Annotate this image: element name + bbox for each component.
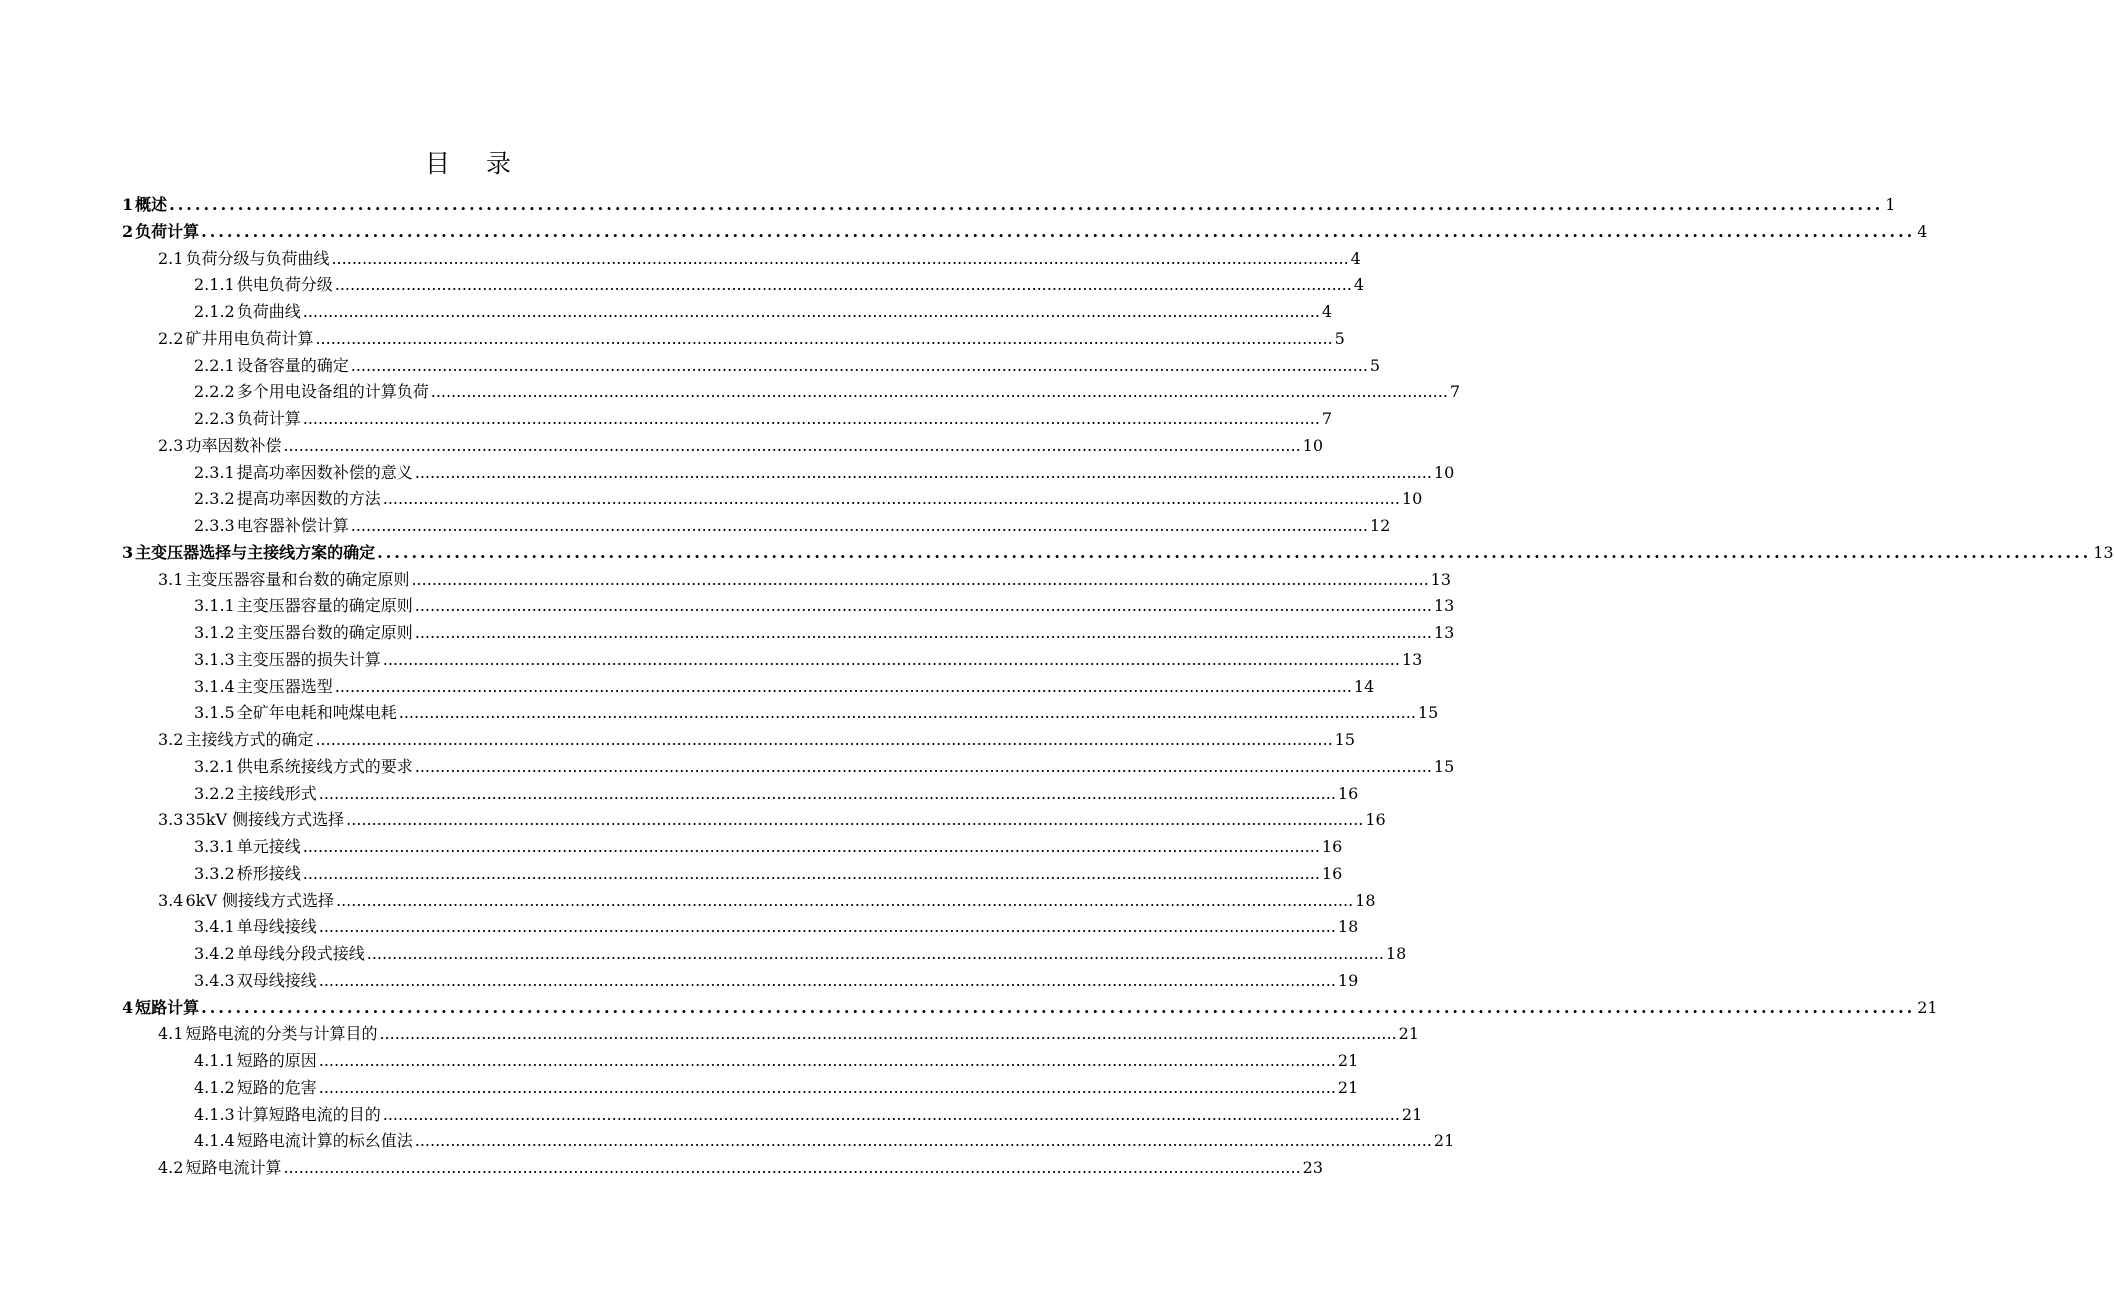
toc-entry-title: 短路的原因: [236, 1051, 317, 1070]
toc-entry-number: 3.4.1: [194, 917, 235, 937]
toc-page-number: 21: [1401, 1104, 1423, 1124]
toc-entry-number: 4: [122, 997, 134, 1017]
toc-entry-title: 供电负荷分级: [236, 275, 333, 295]
toc-entry[interactable]: [122, 433, 1324, 460]
toc-entry-title: 提高功率因数的方法: [236, 489, 381, 509]
toc-entry-title: 电容器补偿计算: [236, 516, 349, 535]
toc-entry[interactable]: [122, 593, 1455, 620]
toc-entry-number: 3.3.2: [194, 863, 235, 883]
toc-entry-title: 全矿年电耗和吨煤电耗: [236, 703, 397, 723]
toc-entry-title: 主变压器选择与主接线方案的确定: [135, 542, 376, 562]
toc-page-number: 13: [1430, 569, 1452, 589]
toc-entry-title: 单元接线: [236, 837, 301, 856]
toc-dot-leader: ........................................................................................................................................................................................................: [414, 1131, 1432, 1151]
toc-entry-number: 4.1: [158, 1024, 184, 1044]
toc-entry-title: 主变压器容量和台数的确定原则: [185, 569, 410, 589]
toc-dot-leader: ........................................................................................................................................................................................................: [414, 756, 1432, 776]
toc-page-number: 16: [1321, 837, 1343, 856]
toc-dot-leader: ........................................................................................................................................................................................................: [414, 596, 1432, 616]
toc-dot-leader: ........................................................................................................................................................................................................: [411, 569, 1429, 589]
toc-dot-leader: ........................................................................................................................................................................................................: [302, 302, 1320, 321]
toc-entry-number: 3.2.2: [194, 783, 235, 803]
toc-dot-leader: ........................................................................................................................................................................................................: [169, 195, 1884, 214]
toc-entry-number: 3.1.3: [194, 649, 235, 669]
toc-entry-title: 提高功率因数补偿的意义: [236, 462, 413, 482]
toc-entry-number: 2.1: [158, 248, 184, 268]
toc-entry-number: 3.2.1: [194, 756, 235, 776]
toc-dot-leader: ........................................................................................................................................................................................................: [318, 783, 1336, 803]
toc-entry-number: 4.1.3: [194, 1104, 235, 1124]
toc-page-number: 15: [1417, 703, 1439, 723]
toc-dot-leader: ........................................................................................................................................................................................................: [430, 382, 1448, 402]
toc-entry[interactable]: [122, 647, 1423, 674]
toc-entry-number: 3.1.1: [194, 596, 235, 616]
toc-dot-leader: ........................................................................................................................................................................................................: [331, 248, 1349, 268]
toc-page-number: 15: [1334, 730, 1356, 749]
toc-entry-title: 主接线方式的确定: [185, 730, 314, 749]
toc-dot-leader: ........................................................................................................................................................................................................: [315, 730, 1333, 749]
toc-entry-number: 2.3.1: [194, 462, 235, 482]
toc-entry-title: 负荷分级与负荷曲线: [185, 248, 330, 268]
toc-entry[interactable]: [122, 754, 1455, 781]
toc-dot-leader: ........................................................................................................................................................................................................: [382, 1104, 1400, 1124]
toc-entry[interactable]: [122, 1075, 1359, 1102]
table-of-contents: [122, 192, 2114, 1182]
toc-entry[interactable]: [122, 674, 1375, 701]
toc-entry[interactable]: [122, 567, 1452, 594]
toc-entry-number: 4.1.4: [194, 1131, 235, 1151]
toc-dot-leader: ........................................................................................................................................................................................................: [377, 542, 2092, 562]
toc-entry-number: 3.4: [158, 890, 184, 910]
toc-entry-number: 3.1.4: [194, 676, 235, 696]
toc-entry-number: 3.1.5: [194, 703, 235, 723]
toc-entry-number: 3.4.2: [194, 944, 235, 963]
toc-dot-leader: ........................................................................................................................................................................................................: [334, 275, 1352, 295]
toc-dot-leader: ........................................................................................................................................................................................................: [283, 1158, 1301, 1177]
toc-dot-leader: ........................................................................................................................................................................................................: [366, 944, 1384, 963]
toc-dot-leader: ........................................................................................................................................................................................................: [398, 703, 1416, 723]
toc-entry-title: 桥形接线: [236, 863, 301, 883]
toc-entry[interactable]: [122, 219, 1928, 246]
toc-entry-number: 2: [122, 221, 134, 241]
toc-entry[interactable]: [122, 914, 1359, 941]
toc-entry-title: 主变压器台数的确定原则: [236, 623, 413, 642]
toc-entry[interactable]: [122, 192, 1896, 219]
toc-page-number: 7: [1321, 409, 1333, 428]
toc-dot-leader: ........................................................................................................................................................................................................: [335, 890, 1354, 910]
toc-entry[interactable]: [122, 1021, 1420, 1048]
toc-page-number: 23: [1302, 1158, 1324, 1177]
toc-entry-number: 3.4.3: [194, 970, 235, 990]
toc-entry[interactable]: [122, 513, 1391, 540]
toc-entry[interactable]: [122, 781, 1359, 808]
toc-page-number: 21: [1337, 1051, 1359, 1070]
toc-entry-title: 双母线接线: [236, 970, 317, 990]
toc-page-number: 4: [1353, 275, 1365, 295]
toc-entry-number: 1: [122, 195, 134, 214]
toc-entry[interactable]: [122, 246, 1361, 273]
toc-entry[interactable]: [122, 353, 1381, 380]
toc-page-number: 16: [1321, 863, 1343, 883]
toc-dot-leader: ........................................................................................................................................................................................................: [382, 649, 1400, 669]
toc-page-number: 13: [2093, 542, 2114, 562]
toc-entry[interactable]: [122, 727, 1356, 754]
toc-entry[interactable]: [122, 299, 1333, 326]
toc-page-number: 13: [1433, 596, 1455, 616]
toc-entry[interactable]: [122, 1102, 1423, 1129]
toc-dot-leader: ........................................................................................................................................................................................................: [346, 810, 1364, 830]
toc-page-number: 10: [1302, 435, 1324, 455]
toc-entry[interactable]: [122, 1048, 1359, 1075]
toc-page-number: 21: [1337, 1077, 1359, 1097]
toc-entry-number: 4.1.2: [194, 1077, 235, 1097]
toc-page-number: 7: [1449, 382, 1461, 402]
toc-entry-number: 3.1.2: [194, 623, 235, 642]
toc-entry[interactable]: [122, 700, 1439, 727]
toc-page-number: 19: [1337, 970, 1359, 990]
toc-entry[interactable]: [122, 995, 1938, 1022]
toc-entry[interactable]: [122, 272, 1365, 299]
toc-entry-title: 概述: [135, 195, 168, 214]
toc-page-number: 21: [1398, 1024, 1420, 1044]
toc-entry-number: 4.1.1: [194, 1051, 235, 1070]
toc-dot-leader: ........................................................................................................................................................................................................: [283, 435, 1301, 455]
toc-entry[interactable]: [122, 888, 1376, 915]
toc-entry-title: 负荷曲线: [236, 302, 301, 321]
toc-entry-number: 3.3: [158, 810, 184, 830]
toc-entry[interactable]: [122, 406, 1333, 433]
toc-entry-number: 3: [122, 542, 134, 562]
toc-page-number: 13: [1401, 649, 1423, 669]
toc-page-number: 18: [1385, 944, 1407, 963]
toc-dot-leader: ........................................................................................................................................................................................................: [302, 863, 1320, 883]
toc-entry-title: 短路电流计算的标幺值法: [236, 1131, 413, 1151]
toc-entry[interactable]: [122, 540, 2114, 567]
toc-entry-number: 4.2: [158, 1158, 184, 1177]
toc-dot-leader: ........................................................................................................................................................................................................: [318, 970, 1336, 990]
toc-entry-number: 2.3.2: [194, 489, 235, 509]
toc-entry-number: 2.3.3: [194, 516, 235, 535]
toc-entry[interactable]: [122, 379, 1461, 406]
toc-entry-title: 计算短路电流的目的: [236, 1104, 381, 1124]
toc-entry-number: 3.2: [158, 730, 184, 749]
toc-page-number: 16: [1365, 810, 1386, 830]
toc-page-number: 1: [1885, 195, 1896, 214]
toc-entry[interactable]: [122, 486, 1423, 513]
toc-dot-leader: ........................................................................................................................................................................................................: [414, 623, 1432, 642]
toc-entry-number: 2.2.3: [194, 409, 235, 428]
toc-entry-title: 短路电流计算: [185, 1158, 282, 1177]
toc-entry-number: 2.1.1: [194, 275, 235, 295]
toc-page-number: 12: [1369, 516, 1391, 535]
toc-entry[interactable]: [122, 620, 1455, 647]
toc-entry-title: 负荷计算: [236, 409, 301, 428]
toc-dot-leader: ........................................................................................................................................................................................................: [414, 462, 1432, 482]
toc-page-number: 10: [1433, 462, 1455, 482]
toc-entry[interactable]: [122, 1155, 1324, 1182]
toc-entry-title: 多个用电设备组的计算负荷: [236, 382, 429, 402]
toc-dot-leader: ........................................................................................................................................................................................................: [350, 516, 1368, 535]
toc-dot-leader: ........................................................................................................................................................................................................: [201, 221, 1916, 241]
toc-dot-leader: ........................................................................................................................................................................................................: [379, 1024, 1397, 1044]
toc-entry-number: 2.2.2: [194, 382, 235, 402]
toc-entry-title: 单母线接线: [236, 917, 317, 937]
toc-entry-number: 2.2.1: [194, 355, 235, 375]
toc-entry-title: 35kV 侧接线方式选择: [185, 810, 345, 830]
toc-dot-leader: ........................................................................................................................................................................................................: [315, 328, 1333, 348]
toc-entry-number: 3.3.1: [194, 837, 235, 856]
toc-entry-title: 主接线形式: [236, 783, 317, 803]
toc-entry-title: 主变压器容量的确定原则: [236, 596, 413, 616]
toc-entry[interactable]: [122, 941, 1407, 968]
toc-page-number: 18: [1355, 890, 1376, 910]
toc-page-number: 14: [1353, 676, 1375, 696]
toc-page-number: 4: [1917, 221, 1928, 241]
toc-entry-title: 短路电流的分类与计算目的: [185, 1024, 378, 1044]
toc-dot-leader: ........................................................................................................................................................................................................: [302, 837, 1320, 856]
toc-dot-leader: ........................................................................................................................................................................................................: [318, 1077, 1336, 1097]
toc-entry[interactable]: [122, 460, 1455, 487]
toc-page-number: 5: [1369, 355, 1381, 375]
toc-page-number: 10: [1401, 489, 1423, 509]
toc-entry[interactable]: [122, 861, 1343, 888]
toc-entry[interactable]: [122, 326, 1345, 353]
toc-entry-title: 短路计算: [135, 997, 200, 1017]
toc-page-number: 21: [1917, 997, 1938, 1017]
toc-entry-title: 设备容量的确定: [236, 355, 349, 375]
toc-entry-title: 单母线分段式接线: [236, 944, 365, 963]
toc-dot-leader: ........................................................................................................................................................................................................: [318, 917, 1336, 937]
toc-entry-title: 短路的危害: [236, 1077, 317, 1097]
toc-dot-leader: ........................................................................................................................................................................................................: [201, 997, 1916, 1017]
toc-entry-title: 主变压器选型: [236, 676, 333, 696]
toc-page-number: 13: [1433, 623, 1455, 642]
toc-entry[interactable]: [122, 807, 1386, 834]
toc-entry[interactable]: [122, 834, 1343, 861]
toc-entry-number: 2.1.2: [194, 302, 235, 321]
toc-entry-title: 负荷计算: [135, 221, 200, 241]
toc-page-number: 21: [1433, 1131, 1455, 1151]
toc-entry-number: 2.2: [158, 328, 184, 348]
toc-dot-leader: ........................................................................................................................................................................................................: [334, 676, 1352, 696]
toc-entry[interactable]: [122, 968, 1359, 995]
toc-entry-title: 主变压器的损失计算: [236, 649, 381, 669]
toc-page-number: 4: [1321, 302, 1333, 321]
toc-dot-leader: ........................................................................................................................................................................................................: [350, 355, 1368, 375]
toc-entry-title: 功率因数补偿: [185, 435, 282, 455]
toc-title: 目 录: [425, 149, 525, 178]
toc-entry-title: 矿井用电负荷计算: [185, 328, 314, 348]
toc-dot-leader: ........................................................................................................................................................................................................: [382, 489, 1400, 509]
toc-page-number: 18: [1337, 917, 1359, 937]
toc-page-number: 15: [1433, 756, 1455, 776]
toc-dot-leader: ........................................................................................................................................................................................................: [302, 409, 1320, 428]
toc-dot-leader: ........................................................................................................................................................................................................: [318, 1051, 1336, 1070]
toc-entry[interactable]: [122, 1128, 1455, 1155]
toc-entry-title: 供电系统接线方式的要求: [236, 756, 413, 776]
toc-entry-number: 3.1: [158, 569, 184, 589]
toc-page-number: 16: [1337, 783, 1359, 803]
toc-entry-title: 6kV 侧接线方式选择: [185, 890, 334, 910]
toc-page-number: 5: [1334, 328, 1345, 348]
toc-entry-number: 2.3: [158, 435, 184, 455]
toc-page-number: 4: [1350, 248, 1361, 268]
